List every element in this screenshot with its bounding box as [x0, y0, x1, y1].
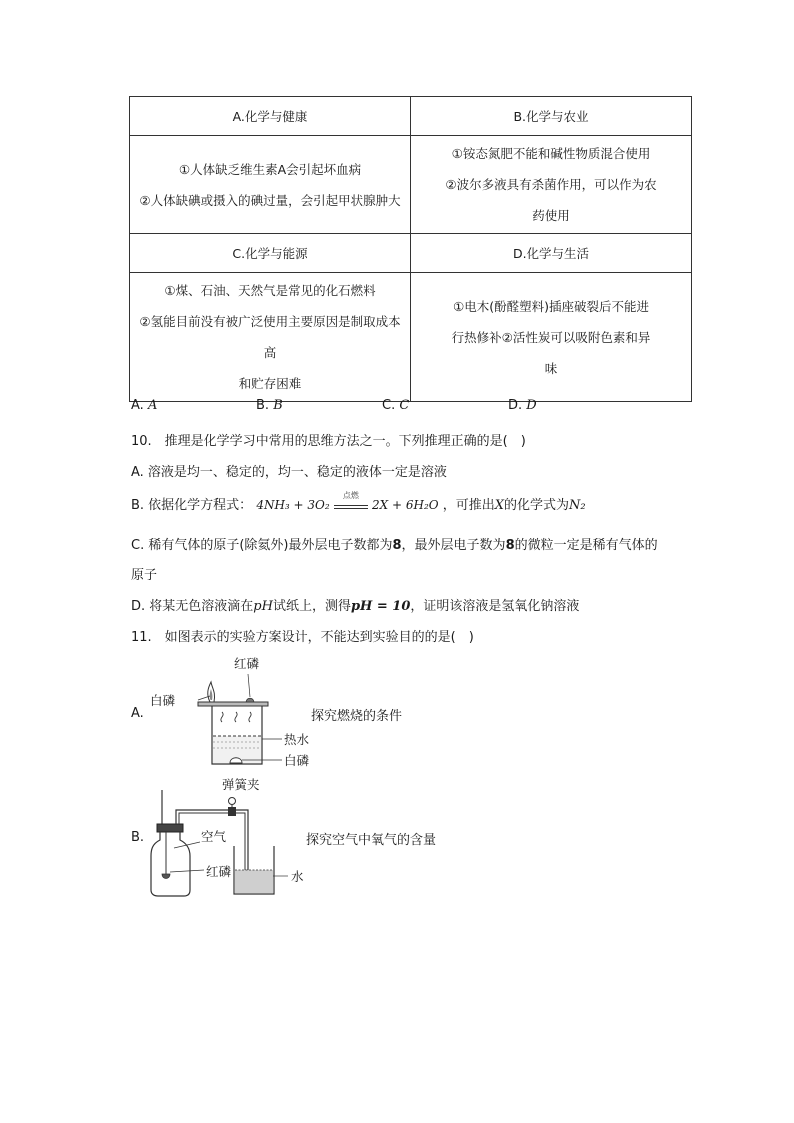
- q10-c-part2: ，最外层电子数为: [401, 538, 506, 553]
- label-red-phosphorus: 红磷: [234, 656, 260, 671]
- label-red-phosphorus-b: 红磷: [206, 864, 232, 879]
- cell-d-line-1: ①电木(酚醛塑料)插座破裂后不能进: [453, 298, 649, 314]
- cell-b-line-3: 药使用: [532, 208, 570, 223]
- q9-option-d-value: D: [526, 398, 537, 413]
- q9-option-b-value: B: [273, 398, 283, 413]
- cell-a-line-2: ②人体缺碘或摄入的碘过量，会引起甲状腺肿大: [139, 192, 401, 208]
- label-hot-water: 热水: [284, 732, 310, 747]
- cell-c-line-2: ②氢能目前没有被广泛使用主要原因是制取成本高: [139, 314, 401, 360]
- cell-c-title: C.化学与能源: [130, 234, 411, 273]
- label-air: 空气: [201, 829, 227, 844]
- cell-d-content: [411, 273, 692, 402]
- q9-option-b[interactable]: [256, 398, 283, 413]
- cell-d-line-2: 行热修补②活性炭可以吸附色素和异: [451, 329, 651, 345]
- q10-stem: 10. 推理是化学学习中常用的思维方法之一。下列推理正确的是( ): [131, 434, 526, 449]
- cell-d-title: D.化学与生活: [411, 234, 692, 273]
- collecting-bottle: [151, 832, 190, 896]
- q9-option-d-letter: D.: [508, 398, 523, 413]
- q10-d-ph2: pH = 10: [350, 599, 411, 614]
- q10-b-prefix: B. 依据化学方程式：: [131, 498, 253, 513]
- q10-d-part2: 试纸上，测得: [272, 599, 351, 614]
- combustion-spoon: [162, 874, 170, 879]
- q10-b-eq-left: 4NH₃ + 3O₂: [256, 498, 330, 512]
- option-table: [129, 96, 692, 402]
- label-white-phosphorus-bottom: 白磷: [284, 753, 310, 768]
- q10-b-formula: N₂: [569, 498, 586, 513]
- cell-b-line-1: ①铵态氮肥不能和碱性物质混合使用: [451, 146, 651, 161]
- q10-b-reaction-arrow: [334, 490, 368, 509]
- q10-c-part3: 的微粒一定是稀有气体的: [514, 538, 658, 553]
- q11-option-a-letter[interactable]: A.: [131, 706, 144, 721]
- label-spring-clamp: 弹簧夹: [222, 777, 260, 792]
- q10-b-eq-condition: 点燃: [342, 490, 359, 500]
- q9-option-c-value: C: [399, 398, 410, 413]
- q9-option-d[interactable]: [508, 398, 537, 413]
- q10-d-part1: D. 将某无色溶液滴在: [131, 599, 254, 614]
- q10-b-var: X: [494, 498, 505, 513]
- q10-c-part1: C. 稀有气体的原子(除氦外)最外层电子数都为: [131, 538, 393, 553]
- q9-option-c-letter: C.: [382, 398, 396, 413]
- water: [235, 870, 273, 893]
- q9-option-a-value: A: [147, 398, 158, 413]
- red-phosphorus-pile: [246, 698, 254, 702]
- q10-d-ph1: pH: [253, 599, 273, 614]
- q9-option-a-letter: A.: [131, 398, 144, 413]
- q10-option-b[interactable]: [131, 490, 586, 513]
- cell-b-line-2: ②波尔多液具有杀菌作用，可以作为农: [445, 177, 657, 192]
- q10-c-line2: 原子: [131, 568, 158, 583]
- cell-b-content: [411, 136, 692, 234]
- q10-option-a[interactable]: A. 溶液是均一、稳定的，均一、稳定的液体一定是溶液: [131, 465, 447, 480]
- cell-c-line-1: ①煤、石油、天然气是常见的化石燃料: [164, 283, 376, 298]
- cell-b-title: B.化学与农业: [411, 97, 692, 136]
- cell-c-content: [130, 273, 411, 402]
- q11-option-b-caption: 探究空气中氧气的含量: [306, 833, 437, 848]
- q10-option-c[interactable]: [131, 534, 658, 553]
- q10-b-post: ，可推出: [442, 498, 495, 513]
- red-phosphorus-pointer: [248, 674, 250, 697]
- q10-c-num1: 8: [392, 538, 402, 553]
- copper-plate: [198, 702, 268, 706]
- q10-d-part3: ，证明该溶液是氢氧化钠溶液: [410, 599, 580, 614]
- q11-stem: 11. 如图表示的实验方案设计，不能达到实验目的的是( ): [131, 630, 474, 645]
- label-white-phosphorus-left: 白磷: [150, 693, 176, 708]
- q10-b-eq-right: 2X + 6H₂O: [372, 498, 439, 512]
- q10-option-d[interactable]: [131, 595, 579, 614]
- q11-option-a-caption: 探究燃烧的条件: [311, 709, 403, 724]
- q10-c-num2: 8: [505, 538, 515, 553]
- cell-d-line-3: 味: [544, 360, 558, 376]
- cell-a-content: [130, 136, 411, 234]
- q10-b-post2: 的化学式为: [504, 498, 570, 513]
- q9-option-b-letter: B.: [256, 398, 270, 413]
- q11-option-b-letter[interactable]: B.: [131, 830, 145, 845]
- rubber-stopper: [157, 824, 183, 832]
- label-water: 水: [291, 869, 304, 884]
- oxygen-content-apparatus-figure: [148, 784, 308, 900]
- cell-a-title: A.化学与健康: [130, 97, 411, 136]
- cell-c-line-3: 和贮存困难: [238, 376, 302, 391]
- q9-option-c[interactable]: [382, 398, 409, 413]
- spring-clamp: [228, 807, 236, 816]
- q9-option-a[interactable]: [131, 398, 157, 413]
- cell-a-line-1: ①人体缺乏维生素A会引起坏血病: [178, 161, 362, 177]
